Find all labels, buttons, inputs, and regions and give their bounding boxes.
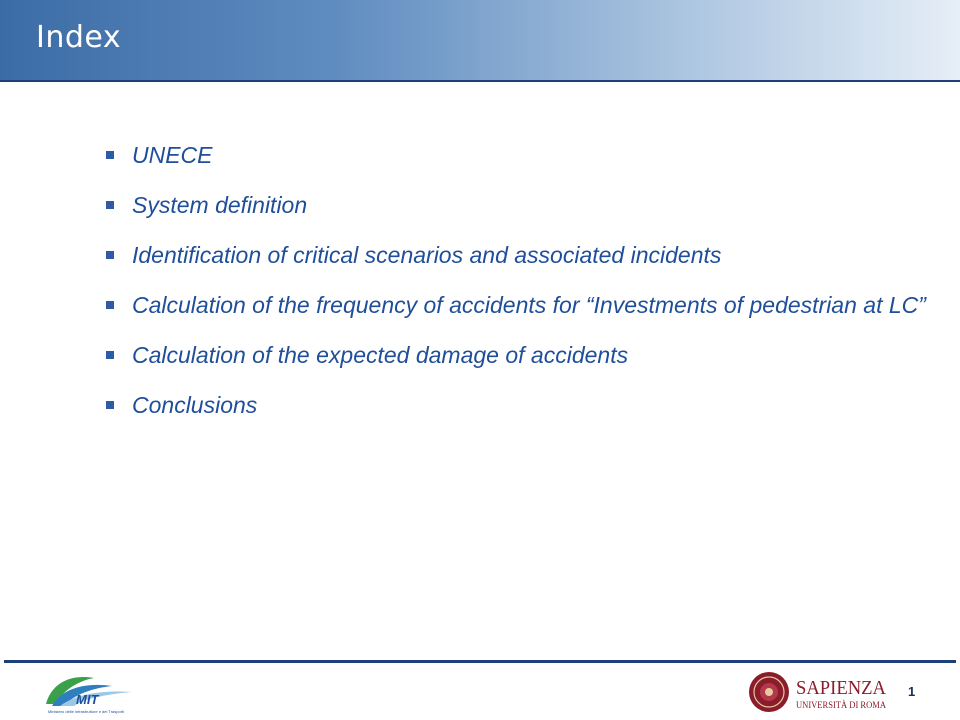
sapienza-name: SAPIENZA [796, 677, 887, 699]
bullet-item [106, 190, 926, 221]
sapienza-subtitle: UNIVERSITÀ DI ROMA [796, 700, 887, 710]
sapienza-seal-icon [748, 671, 790, 713]
bullet-item [106, 140, 926, 171]
bullet-item [106, 290, 926, 321]
square-bullet-icon [106, 401, 114, 409]
page-number: 1 [908, 684, 916, 699]
square-bullet-icon [106, 301, 114, 309]
slide-title: Index [36, 20, 122, 55]
square-bullet-icon [106, 151, 114, 159]
square-bullet-icon [106, 251, 114, 259]
mit-logo [42, 668, 142, 716]
bullet-item [106, 340, 926, 371]
mit-logo-caption: Ministero delle Infrastrutture e dei Trasporti [48, 709, 125, 714]
bullet-text: Calculation of the frequency of accidents for “Investments of pedestrian at LC” [132, 292, 926, 318]
mit-logo-text: MIT [76, 692, 99, 707]
square-bullet-icon [106, 351, 114, 359]
bullet-item [106, 390, 926, 421]
bullet-text: System definition [132, 192, 308, 218]
bullet-item [106, 240, 926, 271]
title-divider [0, 80, 960, 82]
sapienza-logo [748, 670, 888, 716]
square-bullet-icon [106, 201, 114, 209]
sapienza-wordmark [796, 670, 888, 716]
footer-divider [4, 660, 956, 663]
bullet-text: Conclusions [132, 392, 258, 418]
bullet-list [106, 140, 926, 440]
bullet-text: UNECE [132, 142, 213, 168]
bullet-text: Identification of critical scenarios and associated incidents [132, 242, 722, 268]
bullet-text: Calculation of the expected damage of accidents [132, 342, 629, 368]
title-bar [0, 0, 960, 80]
